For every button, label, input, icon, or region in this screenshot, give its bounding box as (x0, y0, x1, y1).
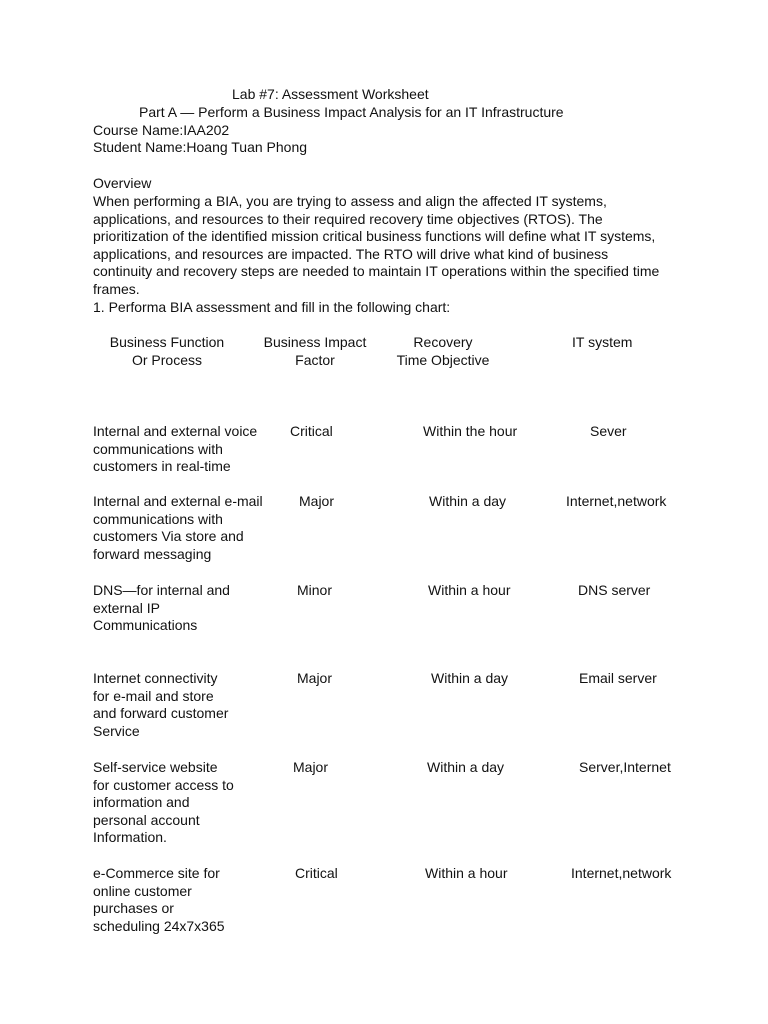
it-system-cell: Internet,network (571, 865, 672, 881)
header-it-system: IT system (572, 334, 633, 350)
it-system-cell: DNS server (578, 582, 651, 598)
rto-cell: Within a hour (428, 582, 511, 598)
header-business-function: Business Function Or Process (109, 334, 225, 368)
overview-heading: Overview (93, 175, 152, 191)
header-business-impact: Business Impact Factor (263, 334, 367, 368)
impact-cell: Major (299, 493, 335, 509)
table-row: Internet connectivity for e-mail and store and forward customer Service (93, 670, 229, 739)
overview-line: frames. (93, 280, 140, 297)
overview-line: continuity and recovery steps are needed to maintain IT operations within the specified time (93, 263, 660, 280)
rto-cell: Within a day (431, 670, 509, 686)
table-row: Internal and external e-mail communications with customers Via store and forward messaging (93, 493, 263, 562)
overview-paragraph (93, 193, 683, 299)
overview-line: prioritization of the identified mission critical business functions will define what IT systems, (93, 228, 656, 245)
lab-title: Lab #7: Assessment Worksheet (232, 86, 429, 102)
it-system-cell: Sever (590, 423, 627, 439)
rto-cell: Within a hour (425, 865, 508, 881)
overview-line: applications, and resources to their required recovery time objectives (RTOS). The (93, 210, 603, 227)
impact-cell: Critical (290, 423, 333, 439)
overview-line: applications, and resources are impacted. The RTO will drive what kind of business (93, 245, 609, 262)
course-name: Course Name:IAA202 (93, 122, 230, 138)
header-recovery-time: Recovery Time Objective (396, 334, 490, 368)
impact-cell: Major (297, 670, 333, 686)
impact-cell: Minor (297, 582, 333, 598)
it-system-cell: Internet,network (566, 493, 667, 509)
student-name: Student Name:Hoang Tuan Phong (93, 139, 308, 155)
it-system-cell: Server,Internet (579, 759, 671, 775)
rto-cell: Within the hour (423, 423, 518, 439)
rto-cell: Within a day (427, 759, 505, 775)
impact-cell: Critical (295, 865, 338, 881)
impact-cell: Major (293, 759, 329, 775)
it-system-cell: Email server (579, 670, 657, 686)
overview-line: When performing a BIA, you are trying to assess and align the affected IT systems, (93, 193, 607, 209)
table-row: e-Commerce site for online customer purchases or scheduling 24x7x365 (93, 865, 225, 934)
table-row: Internal and external voice communications with customers in real-time (93, 423, 258, 475)
rto-cell: Within a day (429, 493, 507, 509)
part-title: Part A — Perform a Business Impact Analysis for an IT Infrastructure (139, 104, 564, 120)
table-row: DNS—for internal and external IP Communications (93, 582, 230, 634)
table-row: Self-service website for customer access to information and personal account Information. (93, 759, 234, 846)
instruction-text: 1. Performa BIA assessment and fill in the following chart: (93, 299, 451, 315)
